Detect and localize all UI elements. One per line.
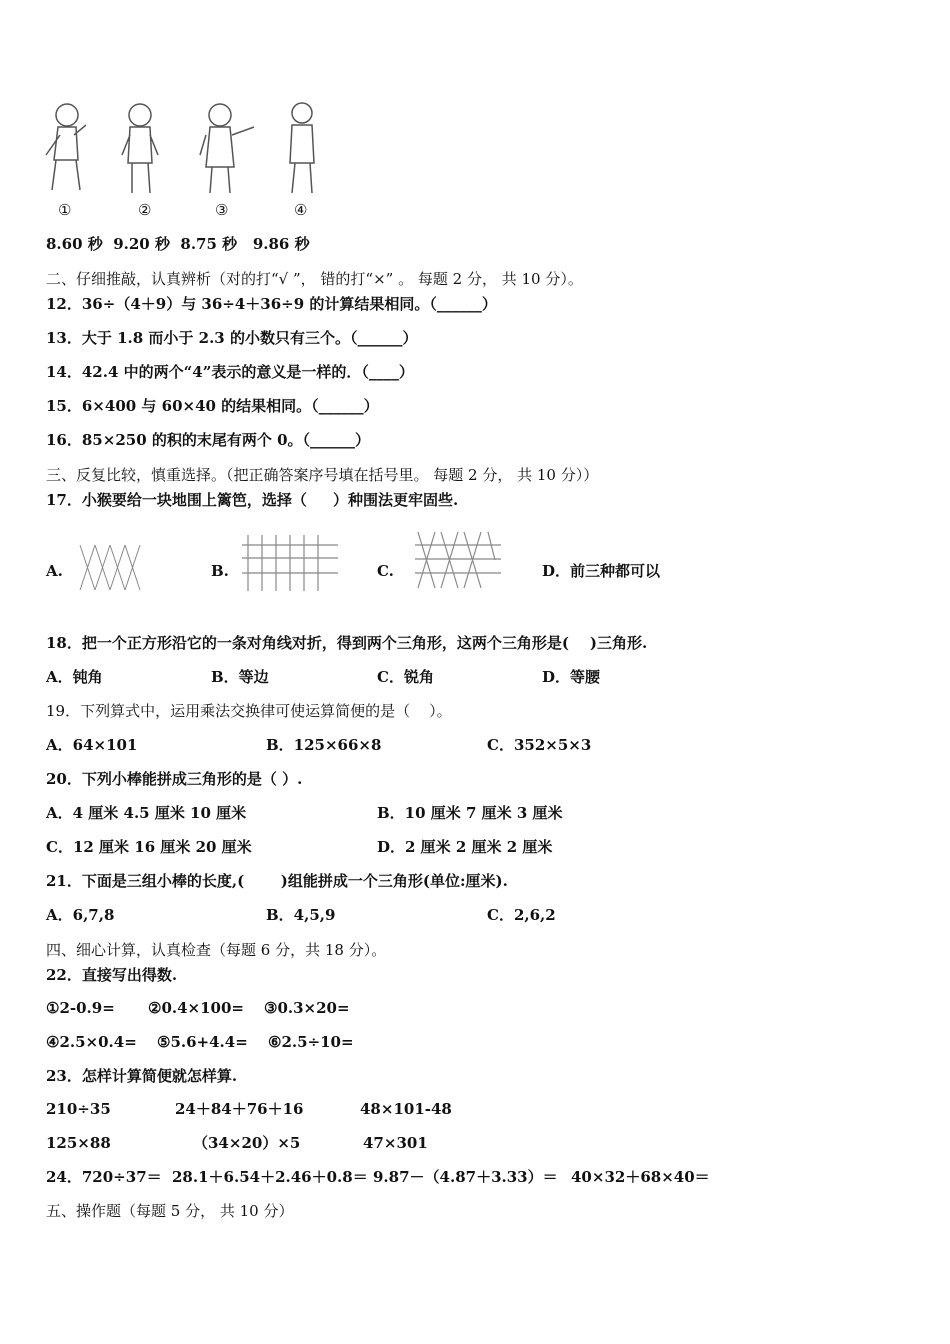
question-16: 16．85×250 的积的末尾有两个 0。（______）: [46, 431, 371, 449]
fence-pattern-c: [413, 530, 503, 590]
q20-option-a: A．4 厘米 4.5 厘米 10 厘米: [46, 804, 247, 822]
q17-option-c: C.: [377, 562, 394, 580]
q22-item-5: ⑤5.6+4.4=: [157, 1033, 248, 1051]
q21-option-c: C．2,6,2: [487, 906, 556, 924]
q23-item-3: 48×101-48: [360, 1100, 452, 1118]
q24-item-4: 40×32＋68×40＝: [571, 1168, 710, 1186]
q22-item-3: ③0.3×20=: [264, 999, 350, 1017]
q23-item-4: 125×88: [46, 1134, 111, 1152]
figure-label-4: ④: [294, 201, 308, 219]
q20-option-d: D．2 厘米 2 厘米 2 厘米: [377, 838, 553, 856]
q20-option-b: B．10 厘米 7 厘米 3 厘米: [377, 804, 563, 822]
section-2-title: 二、仔细推敲，认真辨析（对的打“√ ”， 错的打“×” 。 每题 2 分， 共 10 分）。: [46, 270, 583, 288]
q18-option-c: C．锐角: [377, 668, 434, 686]
section-5-title: 五、操作题（每题 5 分， 共 10 分）: [46, 1202, 294, 1220]
q23-item-5: （34×20）×5: [193, 1134, 301, 1152]
question-21: 21．下面是三组小棒的长度,( )组能拼成一个三角形(单位:厘米).: [46, 872, 508, 890]
figure-label-2: ②: [138, 201, 152, 219]
figure-label-1: ①: [58, 201, 72, 219]
q24-item-2: 28.1＋6.54＋2.46＋0.8＝: [172, 1168, 368, 1186]
section-4-title: 四、细心计算，认真检查（每题 6 分，共 18 分）。: [46, 941, 387, 959]
race-times: 8.60 秒 9.20 秒 8.75 秒 9.86 秒: [46, 235, 310, 253]
question-19: 19．下列算式中，运用乘法交换律可使运算简便的是（ ）。: [46, 702, 452, 720]
q22-item-1: ①2-0.9=: [46, 999, 115, 1017]
question-17: 17．小猴要给一块地围上篱笆，选择（ ）种围法更牢固些.: [46, 491, 459, 509]
q22-item-4: ④2.5×0.4=: [46, 1033, 137, 1051]
figure-label-3: ③: [215, 201, 229, 219]
q19-option-c: C．352×5×3: [487, 736, 592, 754]
q20-option-c: C．12 厘米 16 厘米 20 厘米: [46, 838, 252, 856]
q23-item-2: 24＋84＋76＋16: [175, 1100, 304, 1118]
q23-item-6: 47×301: [363, 1134, 428, 1152]
q17-option-b: B.: [211, 562, 229, 580]
question-18: 18．把一个正方形沿它的一条对角线对折，得到两个三角形，这两个三角形是( )三角形.: [46, 634, 648, 652]
question-13: 13．大于 1.8 而小于 2.3 的小数只有三个。（______）: [46, 329, 418, 347]
question-12: 12．36÷（4＋9）与 36÷4＋36÷9 的计算结果相同。（______）: [46, 295, 497, 313]
q22-item-2: ②0.4×100=: [148, 999, 244, 1017]
q21-option-a: A．6,7,8: [46, 906, 115, 924]
q19-option-b: B．125×66×8: [266, 736, 382, 754]
q18-option-d: D．等腰: [542, 668, 601, 686]
q17-option-d: D．前三种都可以: [542, 562, 661, 580]
fence-pattern-a: [75, 540, 155, 592]
question-20: 20．下列小棒能拼成三角形的是（ ）.: [46, 770, 303, 788]
q19-option-a: A．64×101: [46, 736, 138, 754]
question-14: 14．42.4 中的两个“4”表示的意义是一样的．（____）: [46, 363, 414, 381]
q24-item-3: 9.87－（4.87＋3.33）＝: [373, 1168, 558, 1186]
section-3-title: 三、反复比较，慎重选择。（把正确答案序号填在括号里。 每题 2 分， 共 10 分））: [46, 466, 599, 484]
q23-item-1: 210÷35: [46, 1100, 111, 1118]
q24-item-1: 24．720÷37＝: [46, 1168, 162, 1186]
question-15: 15．6×400 与 60×40 的结果相同。（______）: [46, 397, 379, 415]
q17-option-a: A.: [46, 562, 63, 580]
q21-option-b: B．4,5,9: [266, 906, 336, 924]
question-23: 23．怎样计算简便就怎样算.: [46, 1067, 238, 1085]
fence-pattern-b: [240, 533, 340, 593]
children-race-illustration: [40, 95, 330, 225]
q18-option-b: B．等边: [211, 668, 269, 686]
q18-option-a: A．钝角: [46, 668, 103, 686]
q22-item-6: ⑥2.5÷10=: [268, 1033, 354, 1051]
question-22: 22．直接写出得数.: [46, 966, 178, 984]
